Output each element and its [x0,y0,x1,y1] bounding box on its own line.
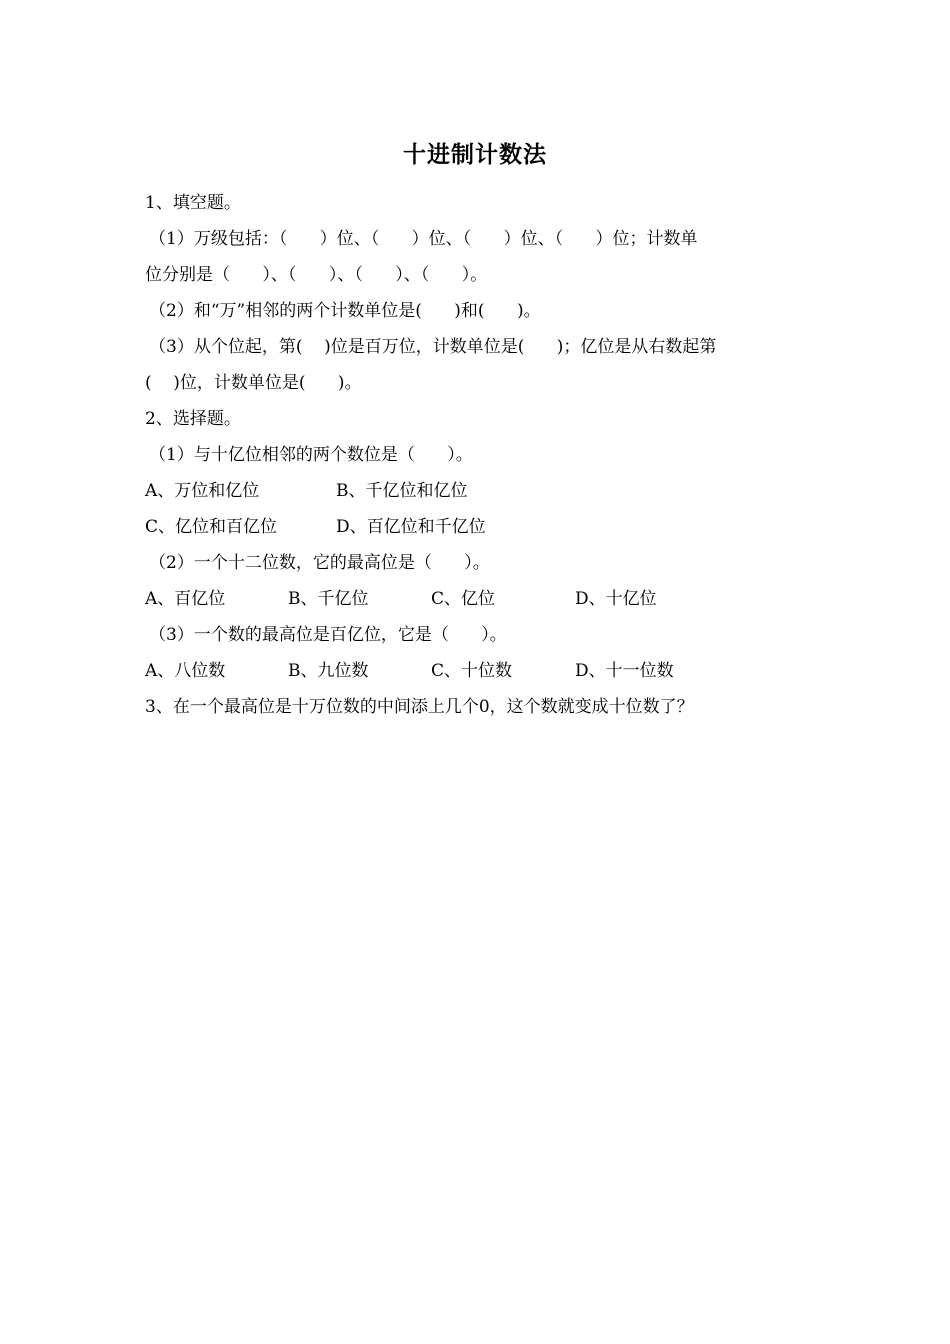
q2-heading: 2、选择题。 [145,409,241,429]
q1-part1-line1: （1）万级包括：（ ）位、（ ）位、（ ）位、（ ）位；计数单 [149,229,698,249]
q1-part3-line2: ( )位，计数单位是( )。 [145,373,362,393]
q2-sub3-option-b: B、九位数 [288,661,369,681]
q2-sub3-option-c: C、十位数 [431,661,513,681]
q2-sub1-stem: （1）与十亿位相邻的两个数位是（ ）。 [149,445,473,465]
q2-sub1-option-a: A、万位和亿位 [145,481,260,501]
q2-sub3-option-d: D、十一位数 [575,661,674,681]
q3-text: 3、在一个最高位是十万位数的中间添上几个0，这个数就变成十位数了？ [145,697,694,717]
q2-sub2-option-b: B、千亿位 [288,589,369,609]
q2-sub3-option-a: A、八位数 [145,661,226,681]
page-title: 十进制计数法 [403,142,547,168]
q2-sub2-option-a: A、百亿位 [145,589,226,609]
q1-part2: （2）和“万”相邻的两个计数单位是( )和( )。 [149,301,541,321]
q2-sub3-stem: （3）一个数的最高位是百亿位，它是（ ）。 [149,625,507,645]
q2-sub1-option-b: B、千亿位和亿位 [336,481,468,501]
q2-sub1-option-c: C、亿位和百亿位 [145,517,278,537]
q1-heading: 1、填空题。 [145,193,241,213]
q2-sub2-option-c: C、亿位 [431,589,496,609]
q2-sub1-option-d: D、百亿位和千亿位 [336,517,486,537]
q1-part1-line2: 位分别是（ ）、（ ）、（ ）、（ ）。 [145,265,488,285]
q2-sub2-stem: （2）一个十二位数，它的最高位是（ ）。 [149,553,490,573]
q1-part3-line1: （3）从个位起，第( )位是百万位，计数单位是( )；亿位是从右数起第 [149,337,717,357]
q2-sub2-option-d: D、十亿位 [575,589,657,609]
